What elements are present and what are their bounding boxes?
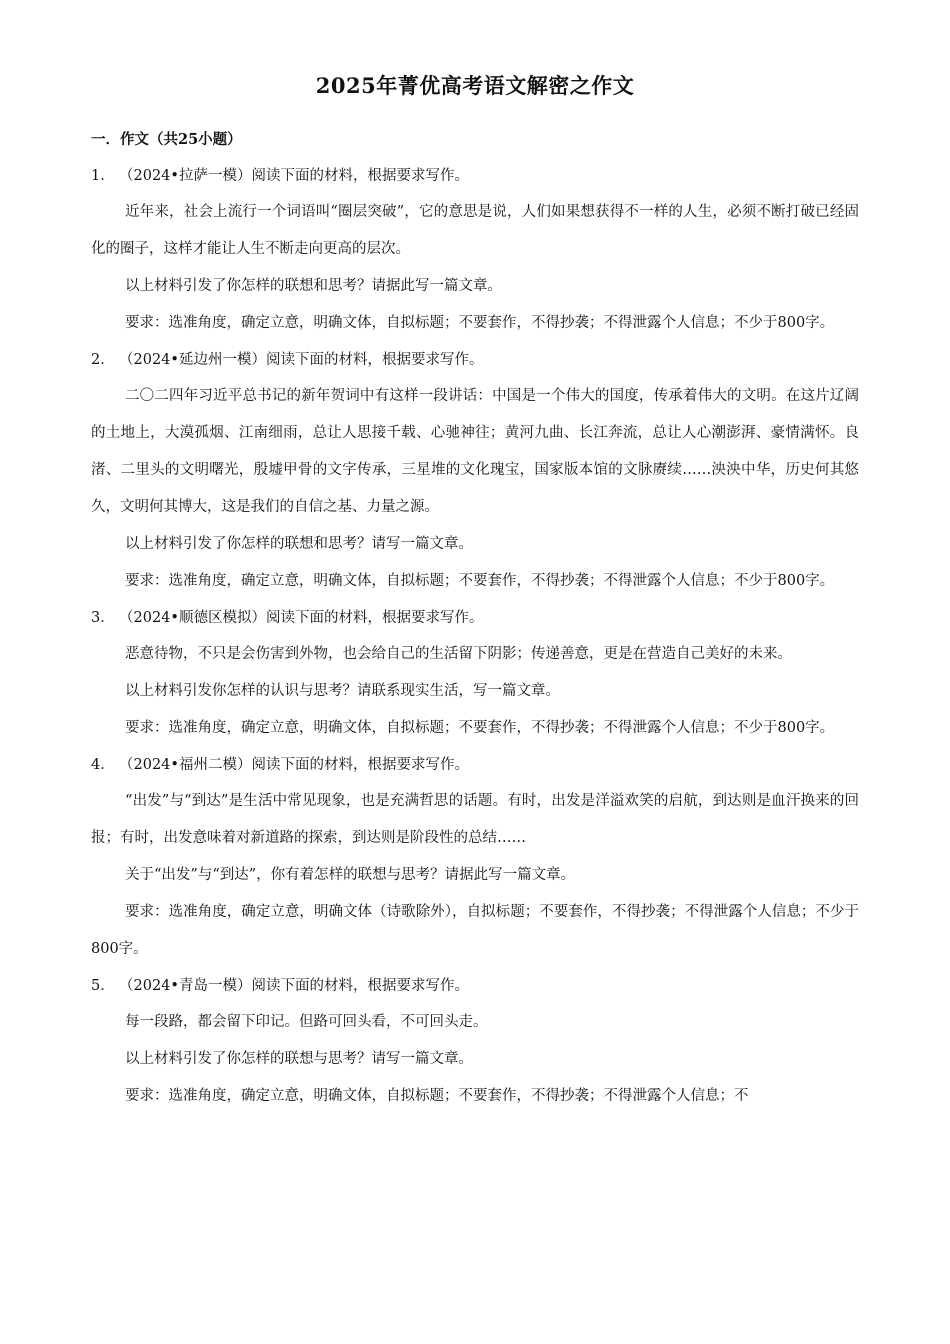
- question-header: [91, 600, 859, 636]
- document-title: 2025年菁优高考语文解密之作文: [315, 73, 635, 98]
- question-3: [91, 600, 859, 747]
- question-source: （2024•拉萨一模）阅读下面的材料，根据要求写作。: [119, 168, 469, 184]
- question-material: 恶意待物，不只是会伤害到外物，也会给自己的生活留下阴影；传递善意，更是在营造自己美好的未来。: [125, 646, 792, 662]
- question-header: [91, 968, 859, 1004]
- question-requirement: 要求：选准角度，确定立意，明确文体，自拟标题；不要套作，不得抄袭；不得泄露个人信息；不: [125, 1088, 749, 1104]
- question-number: 1．: [91, 168, 115, 184]
- question-header: [91, 158, 859, 194]
- question-prompt: 以上材料引发了你怎样的联想与思考？请写一篇文章。: [125, 1051, 473, 1067]
- question-4: [91, 747, 859, 968]
- question-source: （2024•福州二模）阅读下面的材料，根据要求写作。: [119, 757, 469, 773]
- question-source: （2024•延边州一模）阅读下面的材料，根据要求写作。: [119, 352, 484, 368]
- question-1: [91, 158, 859, 342]
- question-5: [91, 968, 859, 1115]
- question-material: “出发”与“到达”是生活中常见现象，也是充满哲思的话题。有时，出发是洋溢欢笑的启航，到达则是血汗换来的回报；有时，出发意味着对新道路的探索，到达则是阶段性的总结……: [91, 793, 859, 846]
- question-requirement: 要求：选准角度，确定立意，明确文体，自拟标题；不要套作，不得抄袭；不得泄露个人信息；不少于800字。: [125, 573, 835, 589]
- document-content: [91, 122, 859, 1115]
- question-material: 二〇二四年习近平总书记的新年贺词中有这样一段讲话：中国是一个伟大的国度，传承着伟大的文明。在这片辽阔的土地上，大漠孤烟、江南细雨，总让人思接千载、心驰神往；黄河九曲、长江奔流，总让人心潮澎湃、豪情满怀。良渚、二里头的文明曙光，殷墟甲骨的文字传承，三星堆的文化瑰宝，国家版本馆的文脉赓续……泱泱中华，历史何其悠久，文明何其博大，这是我们的自信之基、力量之源。: [91, 388, 859, 515]
- question-number: 5．: [91, 978, 115, 994]
- question-prompt: 以上材料引发你怎样的认识与思考？请联系现实生活，写一篇文章。: [125, 683, 560, 699]
- question-number: 2．: [91, 352, 115, 368]
- question-source: （2024•青岛一模）阅读下面的材料，根据要求写作。: [119, 978, 469, 994]
- question-2: [91, 342, 859, 600]
- question-material: 近年来，社会上流行一个词语叫“圈层突破”，它的意思是说，人们如果想获得不一样的人生，必须不断打破已经固化的圈子，这样才能让人生不断走向更高的层次。: [91, 204, 859, 257]
- question-source: （2024•顺德区模拟）阅读下面的材料，根据要求写作。: [119, 610, 484, 626]
- question-number: 4．: [91, 757, 115, 773]
- question-requirement: 要求：选准角度，确定立意，明确文体，自拟标题；不要套作，不得抄袭；不得泄露个人信息；不少于800字。: [125, 720, 835, 736]
- question-number: 3．: [91, 610, 115, 626]
- question-header: [91, 342, 859, 378]
- section-heading: 一．作文（共25小题）: [91, 131, 242, 148]
- question-prompt: 以上材料引发了你怎样的联想和思考？请据此写一篇文章。: [125, 278, 502, 294]
- question-material: 每一段路，都会留下印记。但路可回头看，不可回头走。: [125, 1014, 488, 1030]
- question-requirement: 要求：选准角度，确定立意，明确文体，自拟标题；不要套作，不得抄袭；不得泄露个人信息；不少于800字。: [125, 315, 835, 331]
- question-header: [91, 747, 859, 783]
- question-prompt: 关于“出发”与“到达”，你有着怎样的联想与思考？请据此写一篇文章。: [125, 867, 576, 883]
- question-prompt: 以上材料引发了你怎样的联想和思考？请写一篇文章。: [125, 536, 473, 552]
- question-requirement: 要求：选准角度，确定立意，明确文体（诗歌除外），自拟标题；不要套作，不得抄袭；不得泄露个人信息；不少于800字。: [91, 904, 859, 957]
